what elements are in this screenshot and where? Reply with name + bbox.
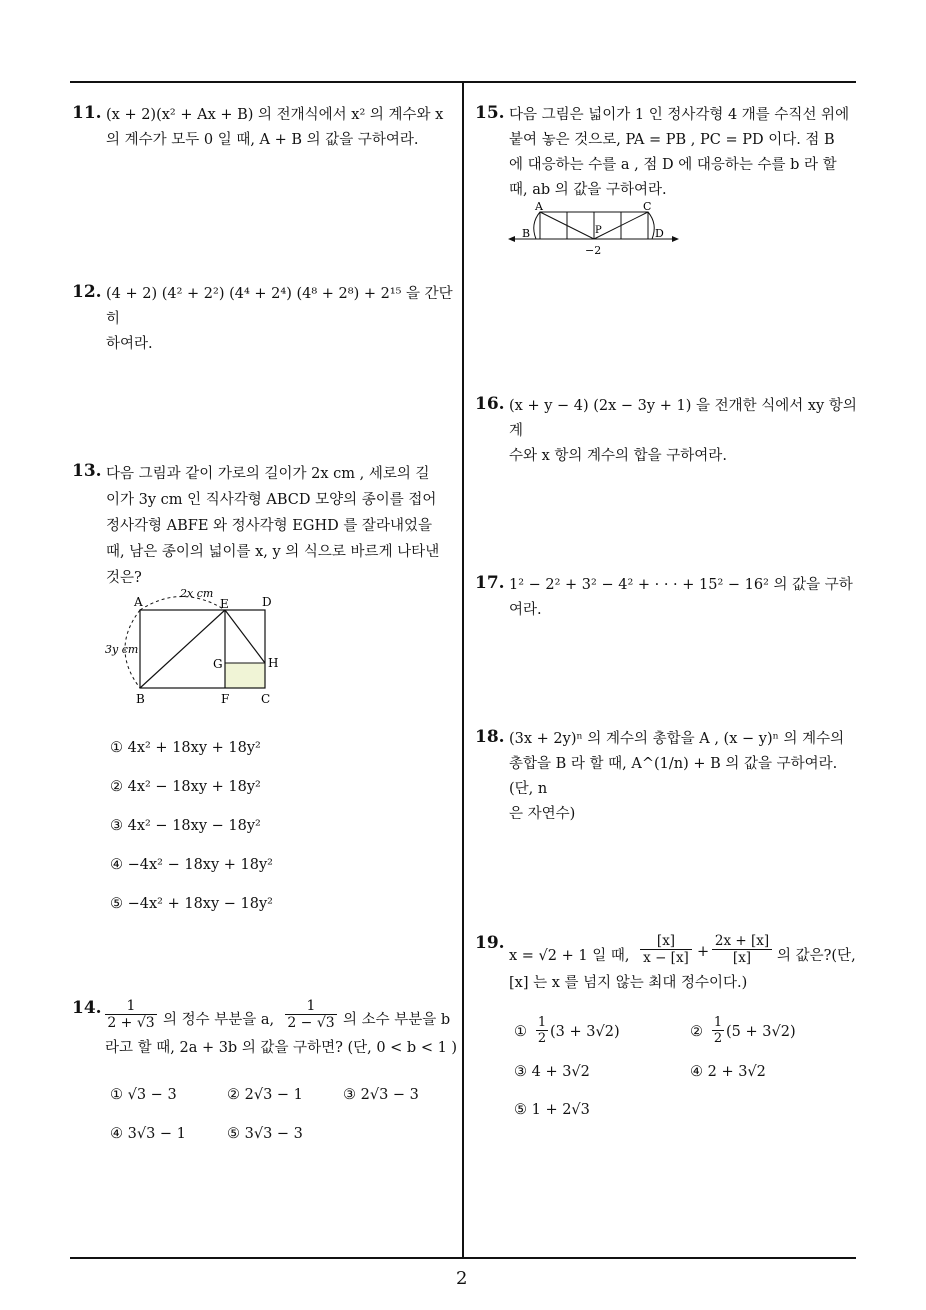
q13-width-label: 2x cm (180, 587, 214, 600)
q18-line2: 총합을 B 라 할 때, A^(1/n) + B 의 값을 구하여라. (단, n (509, 756, 838, 797)
q13-label-F: F (221, 692, 230, 706)
q19-option-2-half (712, 1015, 724, 1046)
q15-label-D: D (655, 227, 664, 240)
q13-option-4[interactable]: ④ −4x² − 18xy + 18y² (110, 857, 273, 873)
q13-label-G: G (213, 657, 223, 671)
q19-frac2-num: 2x + [x] (712, 933, 772, 950)
q18-line1: (3x + 2y)ⁿ 의 계수의 총합을 A , (x − y)ⁿ 의 계수의 (509, 731, 845, 747)
q16-number: 16. (475, 394, 505, 414)
q14-frac1-den: 2 + √3 (107, 1015, 155, 1031)
q16-text (509, 394, 861, 469)
q11-text (106, 103, 456, 153)
q19-option-5[interactable]: ⑤ 1 + 2√3 (514, 1102, 590, 1118)
q15-label-A: A (535, 200, 543, 213)
q19-option-1-expr: (3 + 3√2) (550, 1024, 620, 1040)
q14-frac2-num: 1 (285, 998, 337, 1015)
q11-line2: 의 계수가 모두 0 일 때, A + B 의 값을 구하여라. (106, 132, 419, 148)
page-number: 2 (456, 1268, 468, 1289)
q15-square-1 (540, 212, 567, 239)
q19-option-2-expr: (5 + 3√2) (726, 1024, 796, 1040)
q15-line3: 에 대응하는 수를 a , 점 D 에 대응하는 수를 b 라 할 (509, 157, 837, 173)
q19-frac1 (640, 933, 692, 966)
q13-option-3[interactable]: ③ 4x² − 18xy − 18y² (110, 818, 261, 834)
q19-half2-den: 2 (713, 1031, 723, 1046)
q12-line2: 하여라. (106, 336, 153, 352)
q13-line2: 이가 3y cm 인 직사각형 ABCD 모양의 종이를 접어 (106, 492, 437, 508)
q19-line2: [x] 는 x 를 넘지 않는 최대 정수이다.) (509, 975, 748, 991)
q17-number: 17. (475, 573, 505, 593)
q19-option-2-marker: ② (690, 1024, 703, 1040)
q14-line2: 라고 할 때, 2a + 3b 의 값을 구하면? (단, 0 < b < 1 ) (105, 1040, 458, 1056)
q16-line1: (x + y − 4) (2x − 3y + 1) 을 전개한 식에서 xy 항의 계 (509, 398, 857, 439)
q13-number: 13. (72, 461, 102, 481)
q15-arrow-right (672, 236, 679, 242)
q13-label-H: H (268, 656, 279, 670)
q18-line3: 은 자연수) (509, 806, 576, 822)
q15-line2: 붙여 놓은 것으로, PA = PB , PC = PD 이다. 점 B (509, 132, 835, 148)
q15-line1: 다음 그림은 넓이가 1 인 정사각형 4 개를 수직선 위에 (509, 107, 850, 123)
q15-arrow-left (508, 236, 515, 242)
q13-shaded-region (225, 663, 265, 688)
q18-text (509, 727, 861, 827)
q13-label-E: E (220, 597, 229, 611)
q15-label-C: C (643, 200, 652, 213)
q17-line1: 1² − 2² + 3² − 4² + · · · + 15² − 16² 의 값을 구하여라. (509, 577, 853, 618)
q19-frac2-den: [x] (732, 950, 752, 966)
q12-text (106, 282, 456, 357)
q17-text (509, 573, 861, 623)
q14-end: 의 소수 부분을 b (343, 1012, 451, 1028)
q15-arc-B (534, 212, 540, 239)
q13-label-C: C (261, 692, 271, 706)
q15-square-2 (567, 212, 594, 239)
q15-arc-D (648, 212, 654, 239)
q13-option-5[interactable]: ⑤ −4x² + 18xy − 18y² (110, 896, 273, 912)
q19-half-num: 1 (537, 1015, 547, 1030)
q15-label-B: B (522, 227, 531, 240)
q19-half2-num: 1 (713, 1015, 723, 1030)
q14-frac1 (105, 998, 157, 1031)
q14-option-5[interactable]: ⑤ 3√3 − 3 (227, 1126, 303, 1142)
q19-half-den: 2 (537, 1031, 547, 1046)
q13-figure (100, 585, 290, 710)
q14-option-1[interactable]: ① √3 − 3 (110, 1087, 177, 1103)
q15-number: 15. (475, 103, 505, 123)
q13-option-2[interactable]: ② 4x² − 18xy + 18y² (110, 779, 261, 795)
q14-frac2 (285, 998, 337, 1031)
q19-option-1-marker: ① (514, 1024, 527, 1040)
q13-text (106, 461, 458, 591)
q18-number: 18. (475, 727, 505, 747)
q15-label-P: P (595, 225, 602, 236)
q13-line1: 다음 그림과 같이 가로의 길이가 2x cm , 세로의 길 (106, 466, 430, 482)
q14-option-3[interactable]: ③ 2√3 − 3 (343, 1087, 419, 1103)
q14-frac1-num: 1 (105, 998, 157, 1015)
q19-frac1-den: x − [x] (643, 950, 689, 966)
q14-option-2[interactable]: ② 2√3 − 1 (227, 1087, 303, 1103)
q19-plus: + (697, 944, 710, 960)
q11-line1: (x + 2)(x² + Ax + B) 의 전개식에서 x² 의 계수와 x (106, 107, 444, 123)
q14-frac2-den: 2 − √3 (287, 1015, 335, 1031)
q14-option-4[interactable]: ④ 3√3 − 1 (110, 1126, 186, 1142)
q13-label-B: B (136, 692, 145, 706)
q15-tick-label: −2 (585, 244, 602, 257)
q14-mid: 의 정수 부분을 a, (163, 1012, 275, 1028)
q13-line-BE (140, 610, 225, 688)
q13-line3: 정사각형 ABFE 와 정사각형 EGHD 를 잘라내었을 (106, 518, 432, 534)
q12-number: 12. (72, 282, 102, 302)
q13-height-label: 3y cm (105, 643, 139, 656)
q13-line5: 것은? (106, 570, 142, 586)
q16-line2: 수와 x 항의 계수의 합을 구하여라. (509, 448, 727, 464)
q14-number: 14. (72, 998, 102, 1018)
q15-square-4 (621, 212, 648, 239)
bottom-rule (70, 1257, 856, 1259)
q12-line1: (4 + 2) (4² + 2²) (4⁴ + 2⁴) (4⁸ + 2⁸) + 2¹⁵ 을 간단히 (106, 286, 453, 327)
q19-option-4[interactable]: ④ 2 + 3√2 (690, 1064, 766, 1080)
q13-label-D: D (262, 595, 272, 609)
q13-line4: 때, 남은 종이의 넓이를 x, y 의 식으로 바르게 나타낸 (106, 544, 440, 560)
q19-pre: x = √2 + 1 일 때, (509, 948, 630, 964)
q13-line-EH (225, 610, 265, 663)
q15-line4: 때, ab 의 값을 구하여라. (509, 182, 667, 198)
q19-post: 의 값은?(단, (777, 948, 856, 964)
q19-option-3[interactable]: ③ 4 + 3√2 (514, 1064, 590, 1080)
q19-option-1-half (536, 1015, 548, 1046)
column-divider (462, 82, 464, 1258)
q11-number: 11. (72, 103, 102, 123)
q19-frac2 (712, 933, 772, 966)
q15-text (509, 103, 859, 203)
q19-frac1-num: [x] (640, 933, 692, 950)
q13-option-1[interactable]: ① 4x² + 18xy + 18y² (110, 740, 261, 756)
q15-figure (505, 200, 685, 258)
q19-number: 19. (475, 933, 505, 953)
q13-label-A: A (134, 595, 143, 609)
